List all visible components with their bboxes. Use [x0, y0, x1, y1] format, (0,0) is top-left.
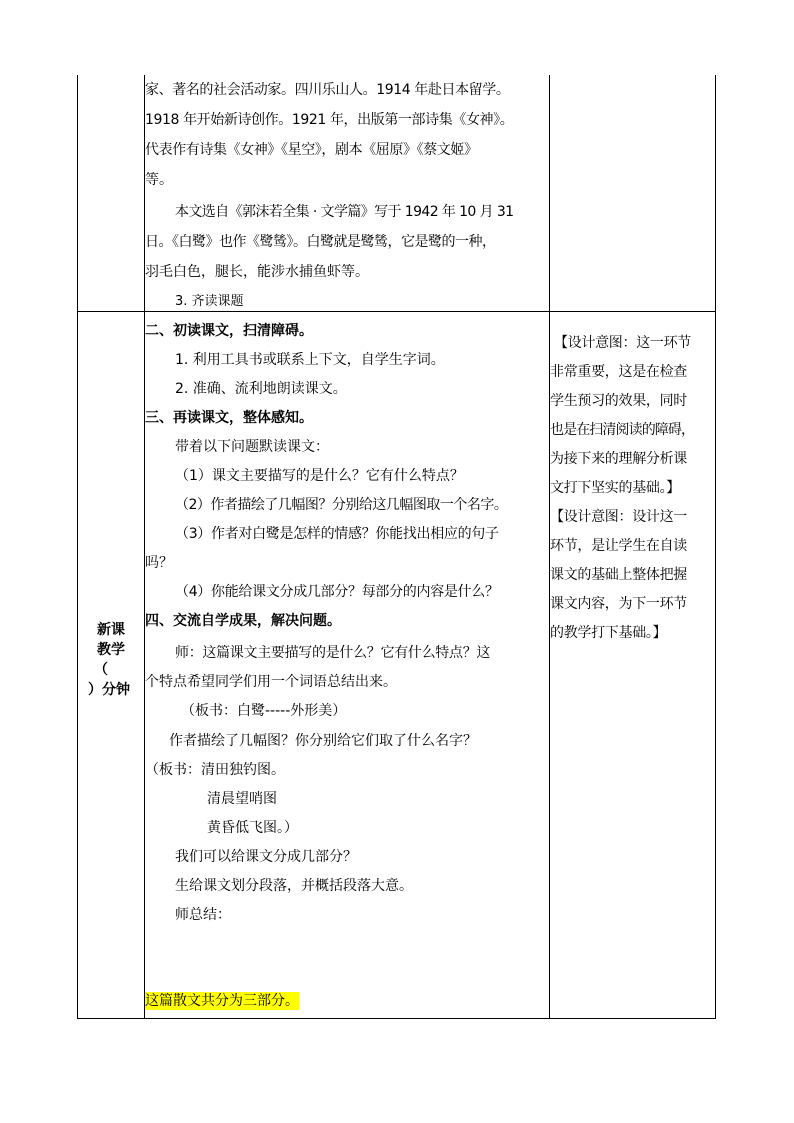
content-line: 作者描绘了几幅图？你分别给它们取了什么名字？ [169, 733, 477, 749]
content-line: 带着以下问题默读课文： [175, 439, 329, 455]
design-line: 【设计意图：这一环节 [554, 335, 691, 351]
content-line: 吗？ [145, 555, 173, 571]
design-line: 非常重要，这是在检查 [550, 364, 687, 380]
design-intent-cell [550, 312, 715, 1018]
content-line: 师：这篇课文主要描写的是什么？它有什么特点？这 [175, 645, 491, 661]
content-line: 师总结： [175, 907, 231, 923]
content-line: （4）你能给课文分成几部分？每部分的内容是什么？ [175, 584, 499, 600]
design-line: 文打下坚实的基础。】 [550, 480, 680, 496]
content-line: 个特点希望同学们用一个词语总结出来。 [145, 674, 397, 690]
main-content-cell [145, 312, 549, 1018]
content-line: 黄昏低飞图。） [207, 820, 298, 836]
highlighted-summary: 这篇散文共分为三部分。 [145, 993, 299, 1009]
design-line: 也是在扫清阅读的障碍， [550, 422, 695, 438]
intro-line: 等。 [145, 172, 173, 188]
design-line: 课文内容，为下一环节 [550, 596, 687, 612]
section-heading: 三、再读课文，整体感知。 [145, 410, 313, 426]
intro-line: 羽毛白色，腿长，能涉水捕鱼虾等。 [145, 264, 369, 280]
content-line: （板书：清田独钓图。 [145, 762, 285, 778]
content-line: （板书：白鹭-----外形美） [181, 703, 347, 719]
content-line: 我们可以给课文分成几部分？ [175, 849, 357, 865]
section-label-line: ）分钟 [88, 682, 130, 698]
content-line: 1. 利用工具书或联系上下文，自学生字词。 [175, 352, 445, 368]
intro-line: 日。《白鹭》也作《鹭鸶》。白鹭就是鹭鸶，它是鹭的一种， [145, 234, 496, 250]
content-line: 清晨望哨图 [207, 791, 277, 807]
content-line: （3）作者对白鹭是怎样的情感？你能找出相应的句子 [175, 526, 499, 542]
design-line: 学生预习的效果，同时 [550, 393, 687, 409]
section-heading: 二、初读课文，扫清障碍。 [145, 323, 313, 339]
design-line: 的教学打下基础。】 [550, 625, 667, 641]
content-line: 2. 准确、流利地朗读课文。 [175, 381, 347, 397]
section-label-line: 教学 [97, 642, 125, 658]
design-line: 为接下来的理解分析课 [550, 451, 687, 467]
table-border-bottom [77, 1018, 716, 1019]
intro-line: 代表作有诗集《女神》《星空》，剧本《屈原》《蔡文姬》 [145, 142, 478, 158]
intro-line: 1918 年开始新诗创作。1921 年，出版第一部诗集《女神》。 [145, 112, 514, 128]
intro-line: 3. 齐读课题 [175, 294, 244, 309]
intro-line: 家、著名的社会活动家。四川乐山人。1914 年赴日本留学。 [145, 82, 510, 98]
section-label-line: 新课 [97, 622, 125, 638]
content-line: （1）课文主要描写的是什么？它有什么特点？ [175, 468, 464, 484]
design-line: 【设计意图：设计这一 [550, 509, 687, 525]
intro-cell [145, 75, 549, 311]
intro-line: 本文选自《郭沫若全集 · 文学篇》写于 1942 年 10 月 31 [175, 204, 514, 220]
design-line: 课文的基础上整体把握 [550, 567, 687, 583]
content-line: 生给课文划分段落，并概括段落大意。 [175, 878, 413, 894]
section-label-cell [78, 620, 144, 700]
content-line: （2）作者描绘了几幅图？分别给这几幅图取一个名字。 [175, 497, 508, 513]
table-border-right [715, 75, 716, 1019]
table-border-left [77, 75, 78, 1019]
design-line: 环节，是让学生在自读 [550, 538, 687, 554]
section-label-line: （ [94, 662, 108, 678]
section-heading: 四、交流自学成果，解决问题。 [145, 613, 341, 629]
